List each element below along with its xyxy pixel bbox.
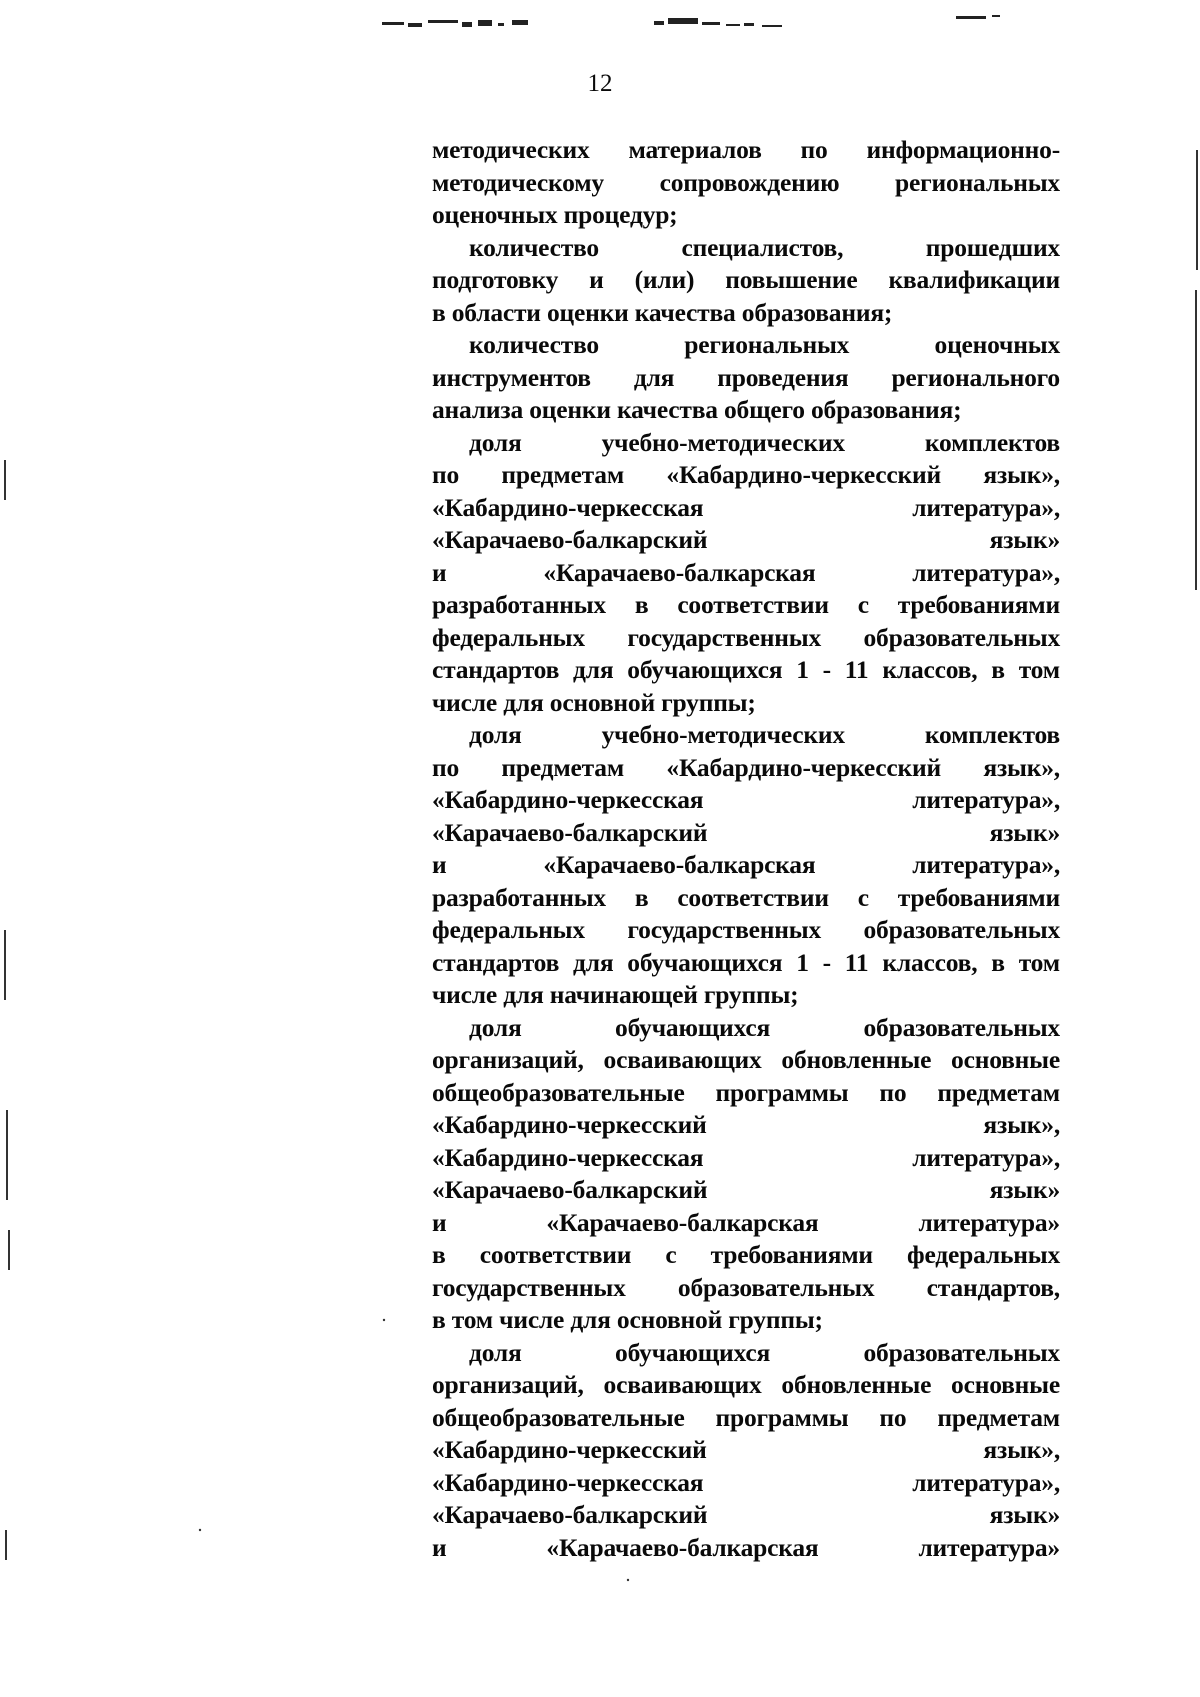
text-word: числе для основной группы; (432, 687, 756, 717)
text-word: (или) (634, 265, 695, 294)
text-word: учебно-методических (601, 720, 845, 749)
text-word: для (573, 655, 614, 684)
text-word: предметам (937, 1402, 1060, 1432)
text-word: основные (951, 1370, 1060, 1399)
text-word: регионального (891, 362, 1060, 392)
text-word: комплектов (924, 427, 1060, 457)
text-word: образовательных (863, 915, 1060, 944)
text-word: осваивающих (603, 1370, 762, 1399)
text-word: требованиями (897, 590, 1060, 619)
text-word: подготовку (432, 265, 559, 294)
text-line (432, 1499, 1060, 1532)
text-line (432, 199, 1060, 232)
text-word: оценочных (934, 330, 1060, 359)
text-word: предметам (937, 1077, 1060, 1107)
text-word: язык», (983, 1110, 1060, 1139)
text-word: язык», (983, 1435, 1060, 1464)
text-word: литература», (912, 1142, 1060, 1172)
text-word: «Карачаево-балкарская (543, 850, 816, 879)
text-word: прошедших (925, 232, 1060, 262)
text-word: «Кабардино-черкесская (432, 785, 704, 814)
text-line (432, 557, 1060, 590)
text-word: 11 (844, 947, 869, 977)
text-word: квалификации (888, 265, 1060, 294)
text-word: материалов (628, 135, 762, 164)
scan-artifacts-top (0, 14, 1200, 44)
text-word: разработанных (432, 590, 606, 619)
text-word: методическому (432, 167, 604, 197)
text-line (432, 232, 1060, 265)
text-word: классов, (882, 655, 978, 684)
text-word: литература», (912, 492, 1060, 522)
body-text (432, 134, 1060, 1564)
text-line (432, 1369, 1060, 1402)
text-word: образовательных (863, 622, 1060, 652)
text-word: «Кабардино-черкесский (666, 752, 942, 782)
text-line (432, 784, 1060, 817)
text-line (432, 1077, 1060, 1110)
text-line (432, 622, 1060, 655)
text-word: числе для начинающей группы; (432, 980, 799, 1009)
text-word: язык» (989, 817, 1060, 847)
text-word: федеральных (432, 622, 585, 652)
page-number: 12 (587, 70, 613, 97)
text-word: язык» (989, 525, 1060, 554)
text-word: «Карачаево-балкарская (546, 1532, 819, 1562)
text-word: в области оценки качества образования; (432, 297, 893, 327)
text-word: государственных (627, 622, 822, 652)
text-word: в (991, 655, 1005, 684)
text-word: для (573, 947, 614, 977)
text-line (432, 1272, 1060, 1305)
text-word: по (879, 1077, 907, 1107)
text-word: литература» (918, 1532, 1060, 1562)
text-word: специалистов, (681, 232, 844, 262)
text-word: «Кабардино-черкесская (432, 492, 704, 522)
text-word: язык», (983, 752, 1060, 782)
text-word: предметам (501, 752, 625, 782)
text-word: и (432, 1532, 447, 1562)
text-word: с (857, 882, 869, 912)
text-word: общеобразовательные (432, 1402, 685, 1432)
text-line (432, 1207, 1060, 1240)
text-word: и (432, 1207, 447, 1237)
text-line (432, 1434, 1060, 1467)
text-word: «Кабардино-черкесская (432, 1467, 704, 1497)
text-line (432, 817, 1060, 850)
text-word: доля (469, 720, 522, 749)
text-line (432, 589, 1060, 622)
text-line (432, 167, 1060, 200)
text-word: обновленные (781, 1045, 932, 1074)
text-word: методических (432, 135, 590, 164)
text-line (432, 362, 1060, 395)
text-line (432, 882, 1060, 915)
text-word: - (822, 655, 831, 684)
text-word: «Карачаево-балкарский (432, 1500, 708, 1529)
text-line (432, 264, 1060, 297)
text-line (432, 752, 1060, 785)
text-line (432, 1467, 1060, 1500)
text-word: обучающихся (627, 947, 783, 977)
text-word: организаций, (432, 1045, 584, 1074)
text-line (432, 719, 1060, 752)
text-word: требованиями (710, 1240, 873, 1269)
text-word: в том числе для основной группы; (432, 1305, 823, 1334)
text-line (432, 329, 1060, 362)
text-line (432, 979, 1060, 1012)
text-word: разработанных (432, 882, 606, 912)
text-word: повышение (725, 265, 858, 294)
text-line (432, 1239, 1060, 1272)
text-word: и (432, 850, 447, 879)
text-word: литература» (918, 1207, 1060, 1237)
text-word: учебно-методических (601, 427, 845, 457)
text-word: федеральных (432, 915, 585, 944)
text-word: «Кабардино-черкесский (666, 460, 942, 489)
text-line (432, 394, 1060, 427)
text-word: «Карачаево-балкарский (432, 1175, 708, 1204)
text-word: организаций, (432, 1370, 584, 1399)
text-word: с (665, 1240, 677, 1269)
text-word: том (1018, 655, 1060, 684)
text-word: «Кабардино-черкесский (432, 1110, 707, 1139)
text-word: основные (951, 1045, 1060, 1074)
text-word: программы (715, 1077, 849, 1107)
text-word: оценочных процедур; (432, 200, 678, 229)
text-line (432, 1402, 1060, 1435)
text-word: соответствии (677, 882, 829, 912)
text-line (432, 1044, 1060, 1077)
text-word: в (432, 1240, 446, 1269)
text-word: анализа оценки качества общего образования; (432, 395, 962, 424)
text-word: в (634, 590, 649, 619)
text-word: доля (469, 427, 522, 457)
text-word: сопровождению (659, 167, 840, 197)
text-word: федеральных (907, 1240, 1060, 1269)
text-word: обновленные (781, 1370, 932, 1399)
text-word: том (1018, 947, 1060, 977)
text-word: доля (469, 1012, 522, 1042)
text-line (432, 1304, 1060, 1337)
text-word: и (589, 265, 604, 294)
text-line (432, 459, 1060, 492)
text-word: обучающихся (627, 655, 783, 684)
text-word: язык», (983, 460, 1060, 489)
text-line (432, 134, 1060, 167)
text-word: по (879, 1402, 907, 1432)
text-word: обучающихся (615, 1012, 771, 1042)
text-word: 1 (796, 947, 809, 977)
text-word: по (800, 135, 828, 164)
text-word: информационно- (866, 135, 1060, 164)
text-word: количество (469, 232, 599, 262)
text-line (432, 849, 1060, 882)
text-word: «Карачаево-балкарский (432, 525, 708, 554)
text-word: в (991, 947, 1005, 977)
text-word: предметам (501, 460, 625, 489)
text-word: общеобразовательные (432, 1077, 685, 1107)
text-line (432, 654, 1060, 687)
text-word: «Карачаево-балкарский (432, 817, 708, 847)
text-word: литература», (912, 850, 1060, 879)
text-word: литература», (912, 1467, 1060, 1497)
text-word: соответствии (677, 590, 829, 619)
text-word: 1 (796, 655, 809, 684)
text-word: стандартов (432, 655, 560, 684)
text-word: в (634, 882, 649, 912)
text-word: и (432, 557, 447, 587)
text-word: 11 (844, 655, 869, 684)
text-line (432, 1012, 1060, 1045)
text-line (432, 1142, 1060, 1175)
text-word: соответствии (479, 1240, 632, 1269)
text-line (432, 1174, 1060, 1207)
text-word: «Карачаево-балкарская (546, 1207, 819, 1237)
text-word: по (432, 460, 460, 489)
text-line (432, 1532, 1060, 1565)
text-word: инструментов (432, 362, 591, 392)
text-word: литература», (912, 785, 1060, 814)
text-line (432, 1337, 1060, 1370)
text-word: по (432, 752, 460, 782)
text-word: язык» (989, 1500, 1060, 1529)
text-word: - (822, 947, 831, 977)
text-word: региональных (895, 167, 1060, 197)
text-line (432, 524, 1060, 557)
text-word: с (857, 590, 869, 619)
text-word: стандартов, (926, 1272, 1060, 1302)
text-word: классов, (882, 947, 978, 977)
text-word: количество (469, 330, 599, 359)
text-line (432, 1109, 1060, 1142)
text-line (432, 297, 1060, 330)
text-word: «Кабардино-черкесский (432, 1435, 707, 1464)
text-line (432, 947, 1060, 980)
text-word: региональных (684, 330, 850, 359)
text-word: программы (715, 1402, 849, 1432)
text-word: образовательных (863, 1012, 1060, 1042)
text-word: доля (469, 1337, 522, 1367)
text-line (432, 427, 1060, 460)
text-word: литература», (912, 557, 1060, 587)
text-line (432, 687, 1060, 720)
text-word: язык» (989, 1175, 1060, 1204)
text-word: требованиями (897, 882, 1060, 912)
text-word: обучающихся (615, 1337, 771, 1367)
text-word: для (633, 362, 675, 392)
text-word: образовательных (677, 1272, 875, 1302)
text-word: государственных (627, 915, 822, 944)
text-word: стандартов (432, 947, 560, 977)
text-word: образовательных (863, 1337, 1060, 1367)
text-line (432, 492, 1060, 525)
text-word: проведения (717, 362, 849, 392)
text-word: «Кабардино-черкесская (432, 1142, 704, 1172)
text-word: государственных (432, 1272, 626, 1302)
text-word: «Карачаево-балкарская (543, 557, 816, 587)
text-word: осваивающих (603, 1045, 762, 1074)
text-line (432, 914, 1060, 947)
text-word: комплектов (924, 720, 1060, 749)
